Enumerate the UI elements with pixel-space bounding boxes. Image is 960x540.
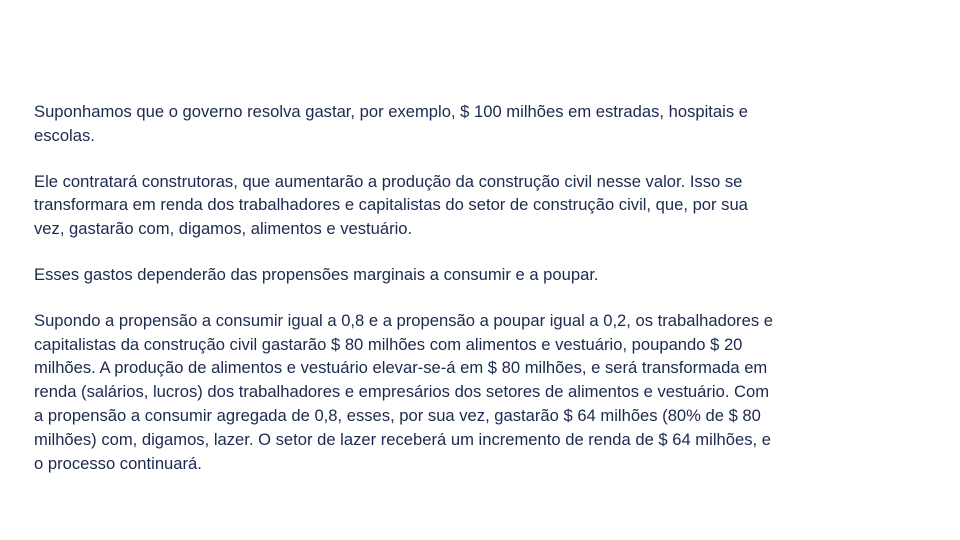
paragraph-construction-income: Ele contratará construtoras, que aumentarão a produção da construção civil nesse valor. Isso se transformara em renda dos trabalhadores e capitalistas do setor de construção civil, que, por sua vez, gastarão com, digamos, alimentos e vestuário. — [34, 171, 748, 239]
paragraph-multiplier-process: Supondo a propensão a consumir igual a 0,8 e a propensão a poupar igual a 0,2, os trabalhadores e capitalistas da construção civil gastarão $ 80 milhões com alimentos e vestuário, poupando $ 20 milhões. A produção de alimentos e vestuário elevar-se-á em $ 80 milhões, e será transformada em renda (salários, lucros) dos trabalhadores e empresários dos setores de alimentos e vestuário. Com a propensão a consumir agregada de 0,8, esses, por sua vez, gastarão $ 64 milhões (80% de $ 80 milhões) com, digamos, lazer. O setor de lazer receberá um incremento de renda de $ 64 milhões, e o processo continuará. — [34, 310, 773, 473]
slide-body — [34, 100, 934, 497]
paragraph-marginal-propensities: Esses gastos dependerão das propensões marginais a consumir e a poupar. — [34, 264, 599, 284]
paragraph-government-spending: Suponhamos que o governo resolva gastar, por exemplo, $ 100 milhões em estradas, hospitais e escolas. — [34, 102, 748, 145]
